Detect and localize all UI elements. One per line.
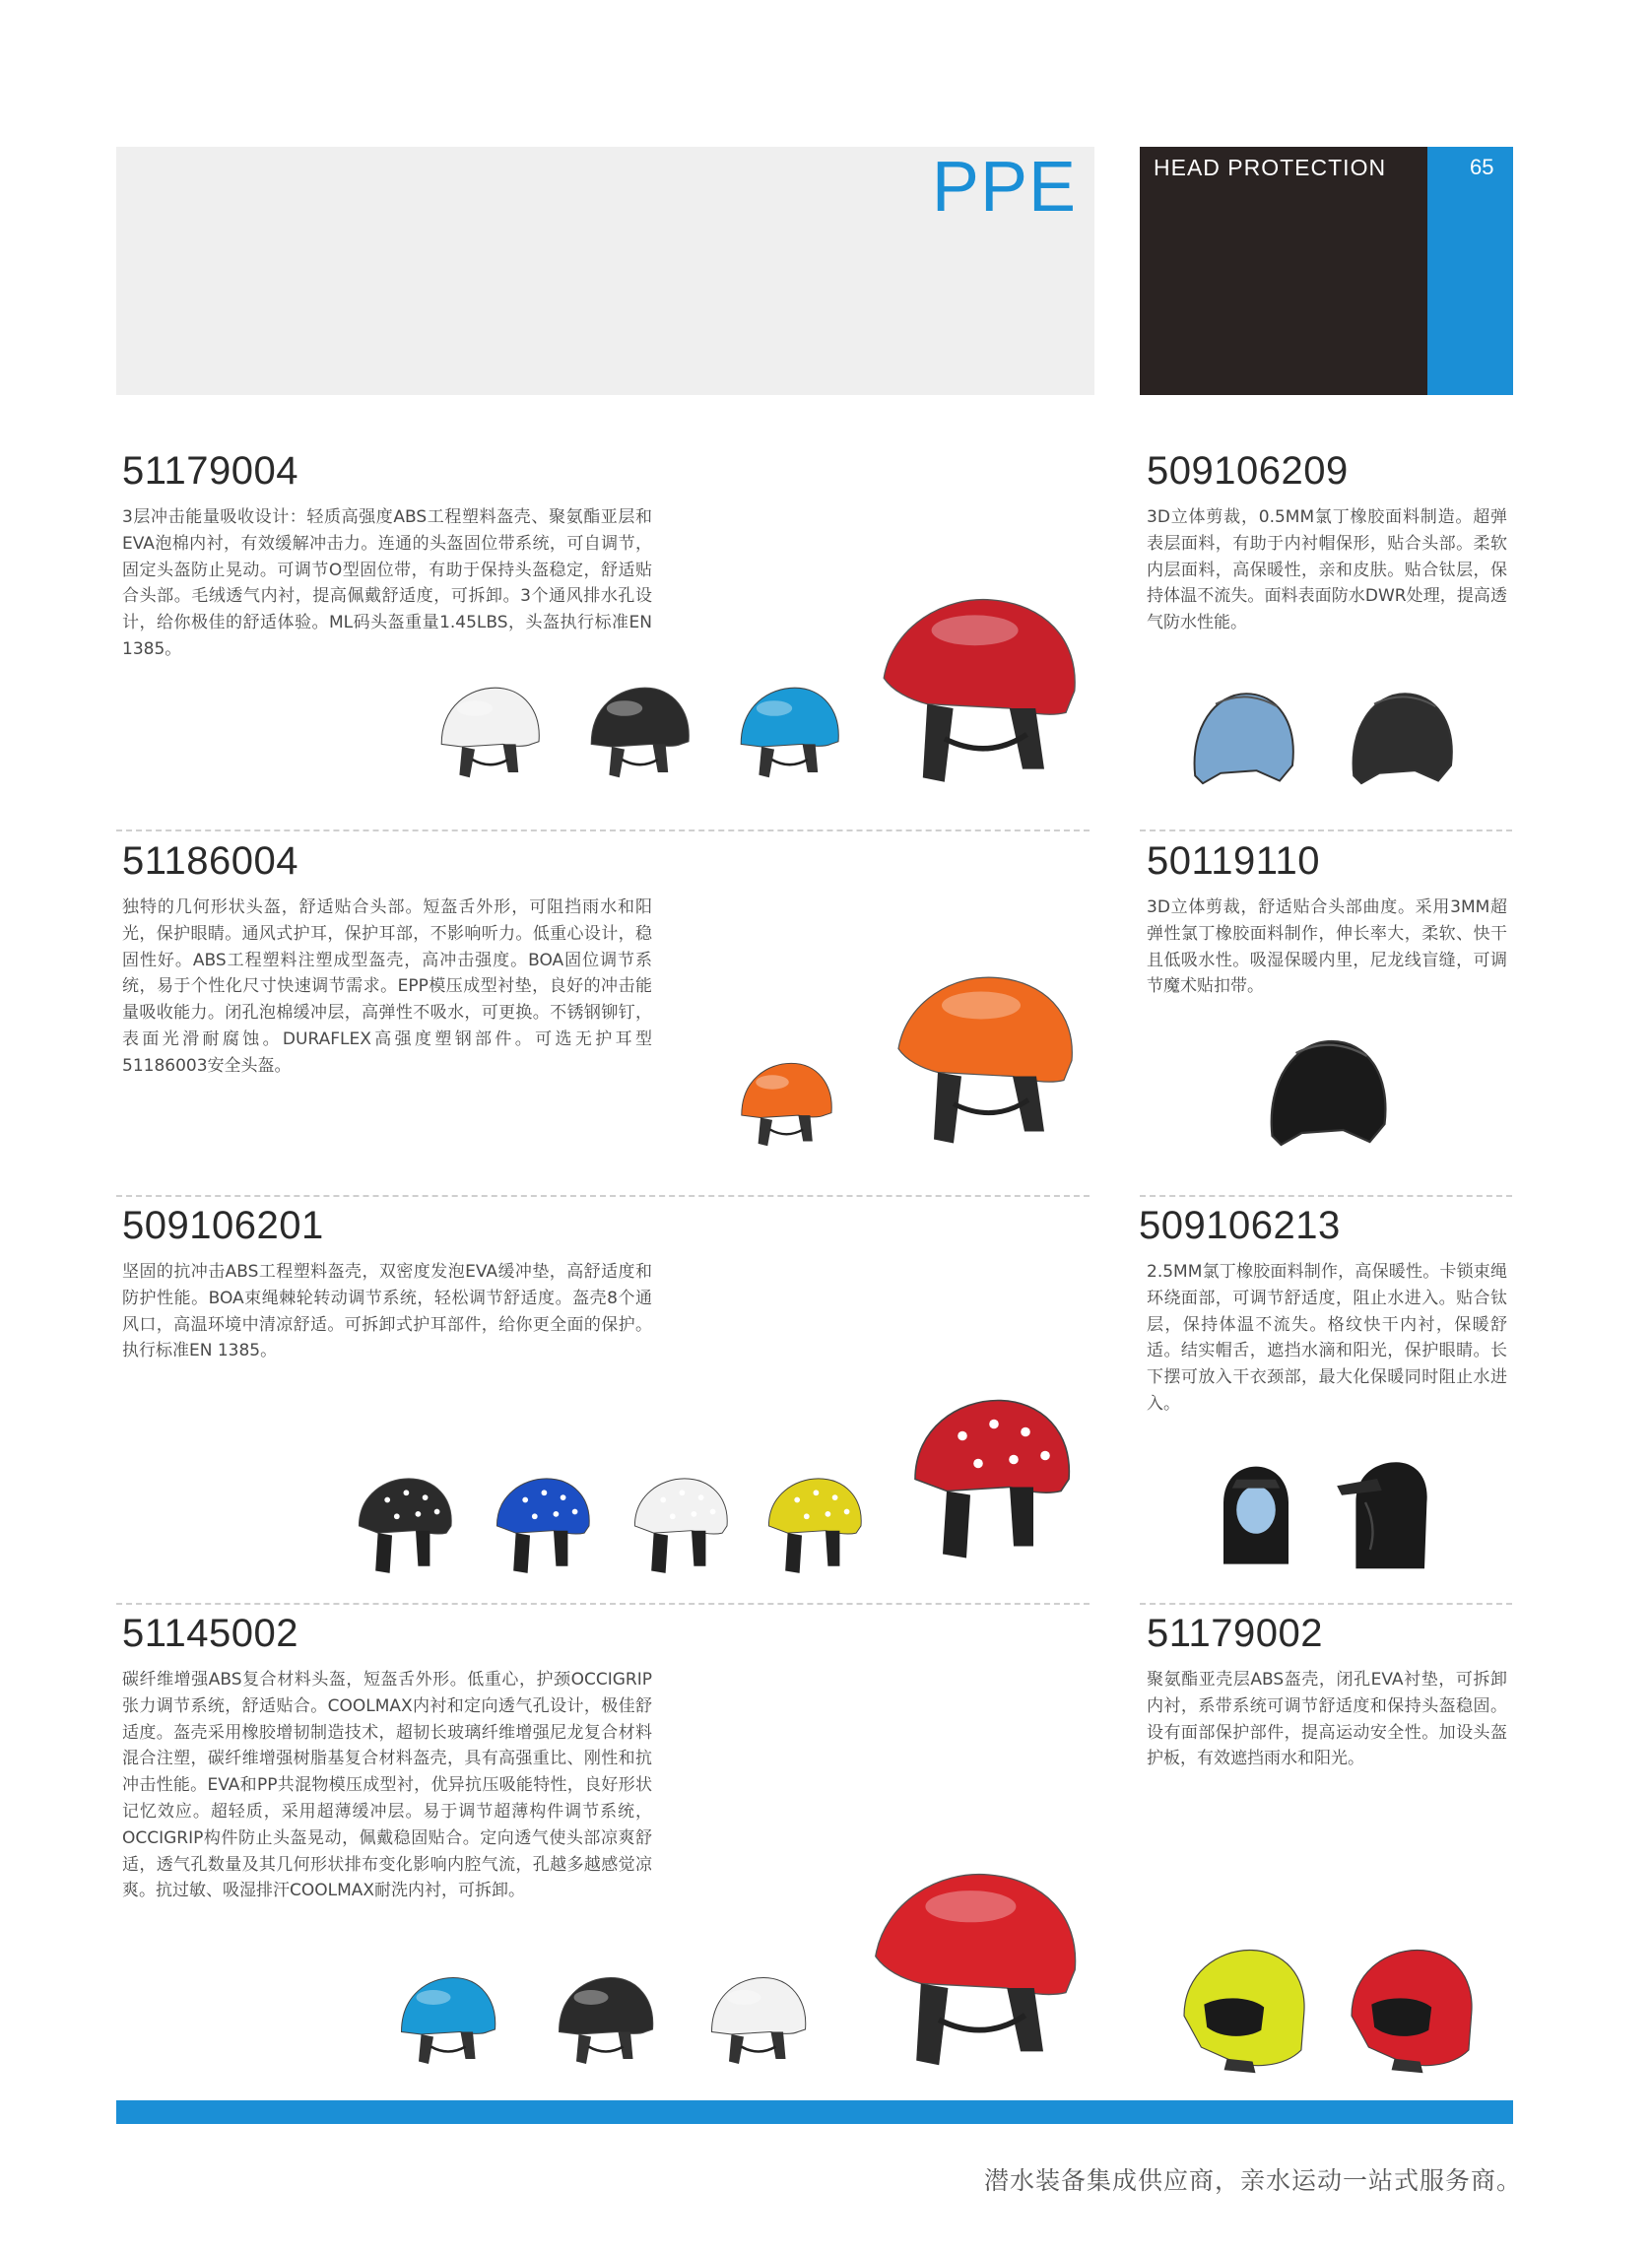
neoprene-cap-image bbox=[1249, 1021, 1402, 1168]
neoprene-cap-image bbox=[1172, 676, 1310, 804]
helmet-image-main bbox=[871, 573, 1088, 800]
product-description: 坚固的抗冲击ABS工程塑料盔壳，双密度发泡EVA缓冲垫，高舒适度和防护性能。BOA束绳棘轮转动调节系统，轻松调节舒适度。盔壳8个通风口，高温环境中清凉舒适。可拆卸式护耳部件，给你更全面的保护。执行标准EN 1385。 bbox=[122, 1262, 652, 1361]
divider bbox=[1140, 829, 1512, 831]
helmet-image-main bbox=[892, 1360, 1089, 1591]
product-description: 聚氨酯亚壳层ABS盔壳，闭孔EVA衬垫，可拆卸内衬，系带系统可调节舒适度和保持头盔稳固。设有面部保护部件，提高运动安全性。加设头盔护板，有效遮挡雨水和阳光。 bbox=[1147, 1670, 1507, 1769]
hood-image bbox=[1330, 1440, 1448, 1588]
section-title: HEAD PROTECTION bbox=[1154, 155, 1387, 180]
helmet-image bbox=[694, 1960, 818, 2084]
product-code: 509106213 bbox=[1139, 1204, 1341, 1247]
divider bbox=[116, 1195, 1090, 1197]
fullface-helmet-image bbox=[1167, 1936, 1315, 2079]
helmet-image bbox=[725, 1044, 843, 1167]
divider bbox=[1140, 1603, 1512, 1605]
helmet-image bbox=[345, 1462, 463, 1585]
header-banner bbox=[116, 147, 1094, 395]
product-code: 509106209 bbox=[1147, 449, 1349, 493]
product-description: 3层冲击能量吸收设计：轻质高强度ABS工程塑料盔壳、聚氨酯亚层和EVA泡棉内衬，有效缓解冲击力。连通的头盔固位带系统，可自调节，固定头盔防止晃动。可调节O型固位带，有助于保持头盔稳定，舒适贴合头部。毛绒透气内衬，提高佩戴舒适度，可拆卸。3个通风排水孔设计，给你极佳的舒适体验。ML码头盔重量1.45LBS，头盔执行标准EN 1385。 bbox=[122, 507, 652, 659]
hood-image bbox=[1202, 1440, 1310, 1588]
product-description: 碳纤维增强ABS复合材料头盔，短盔舌外形。低重心，护颈OCCIGRIP张力调节系统，舒适贴合。COOLMAX内衬和定向透气孔设计，极佳舒适度。盔壳采用橡胶增韧制造技术，超韧长玻璃纤维增强尼龙复合材料混合注塑，碳纤维增强树脂基复合材料盔壳，具有高强重比、刚性和抗冲击性能。EVA和PP共混物模压成型衬，优异抗压吸能特性，良好形状记忆效应。超轻质，采用超薄缓冲层。易于调节超薄构件调节系统，OCCIGRIP构件防止头盔晃动，佩戴稳固贴合。定向透气使头部凉爽舒适，透气孔数量及其几何形状排布变化影响内腔气流，孔越多越感觉凉爽。抗过敏、吸湿排汗COOLMAX耐洗内衬，可拆卸。 bbox=[122, 1670, 652, 1901]
helmet-image bbox=[483, 1462, 601, 1585]
page-number-tab bbox=[1427, 147, 1513, 395]
divider bbox=[116, 829, 1090, 831]
product-description: 3D立体剪裁，舒适贴合头部曲度。采用3MM超弹性氯丁橡胶面料制作，伸长率大，柔软、快干且低吸水性。吸湿保暖内里，尼龙线盲缝，可调节魔术贴扣带。 bbox=[1147, 897, 1507, 997]
helmet-image bbox=[621, 1462, 739, 1585]
product-code: 51186004 bbox=[122, 839, 298, 883]
product-code: 51145002 bbox=[122, 1612, 298, 1655]
product-code: 509106201 bbox=[122, 1204, 324, 1247]
helmet-image bbox=[573, 670, 701, 798]
section-header bbox=[1140, 147, 1427, 395]
product-code: 50119110 bbox=[1147, 839, 1321, 883]
helmet-image bbox=[424, 670, 552, 798]
fullface-helmet-image bbox=[1335, 1936, 1483, 2079]
product-description: 独特的几何形状头盔，舒适贴合头部。短盔舌外形，可阻挡雨水和阳光，保护眼睛。通风式护耳，保护耳部，不影响听力。低重心设计，稳固性好。ABS工程塑料注塑成型盔壳，高冲击强度。BOA固位调节系统，易于个性化尺寸快速调节需求。EPP模压成型衬垫，良好的冲击能量吸收能力。闭孔泡棉缓冲层，高弹性不吸水，可更换。不锈钢铆钉，表面光滑耐腐蚀。DURAFLEX高强度塑钢部件。可选无护耳型51186003安全头盔。 bbox=[122, 897, 652, 1076]
helmet-image bbox=[723, 670, 851, 798]
footer-slogan: 潜水装备集成供应商，亲水运动一站式服务商。 bbox=[983, 2166, 1522, 2195]
neoprene-cap-image bbox=[1326, 676, 1474, 804]
helmet-image bbox=[755, 1462, 873, 1585]
footer-bar bbox=[116, 2100, 1513, 2124]
helmet-image bbox=[384, 1960, 507, 2084]
helmet-image bbox=[542, 1960, 665, 2084]
divider bbox=[1140, 1195, 1512, 1197]
divider bbox=[116, 1603, 1090, 1605]
product-code: 51179002 bbox=[1147, 1612, 1323, 1655]
product-description: 2.5MM氯丁橡胶面料制作，高保暖性。卡锁束绳环绕面部，可调节舒适度，阻止水进入。贴合钛层，保持体温不流失。格纹快干内衬，保暖舒适。结实帽舌，遮挡水滴和阳光，保护眼睛。长下摆可放入干衣颈部，最大化保暖同时阻止水进入。 bbox=[1147, 1262, 1507, 1414]
page-title: PPE bbox=[931, 148, 1077, 227]
product-description: 3D立体剪裁，0.5MM氯丁橡胶面料制造。超弹表层面料，有助于内衬帽保形，贴合头部。柔软内层面料，高保暖性，亲和皮肤。贴合钛层，保持体温不流失。面料表面防水DWR处理，提高透气防水性能。 bbox=[1147, 507, 1507, 633]
product-code: 51179004 bbox=[122, 449, 298, 493]
helmet-image-main bbox=[887, 941, 1084, 1172]
page-number: 65 bbox=[1470, 155, 1494, 179]
helmet-image-main bbox=[862, 1842, 1089, 2089]
